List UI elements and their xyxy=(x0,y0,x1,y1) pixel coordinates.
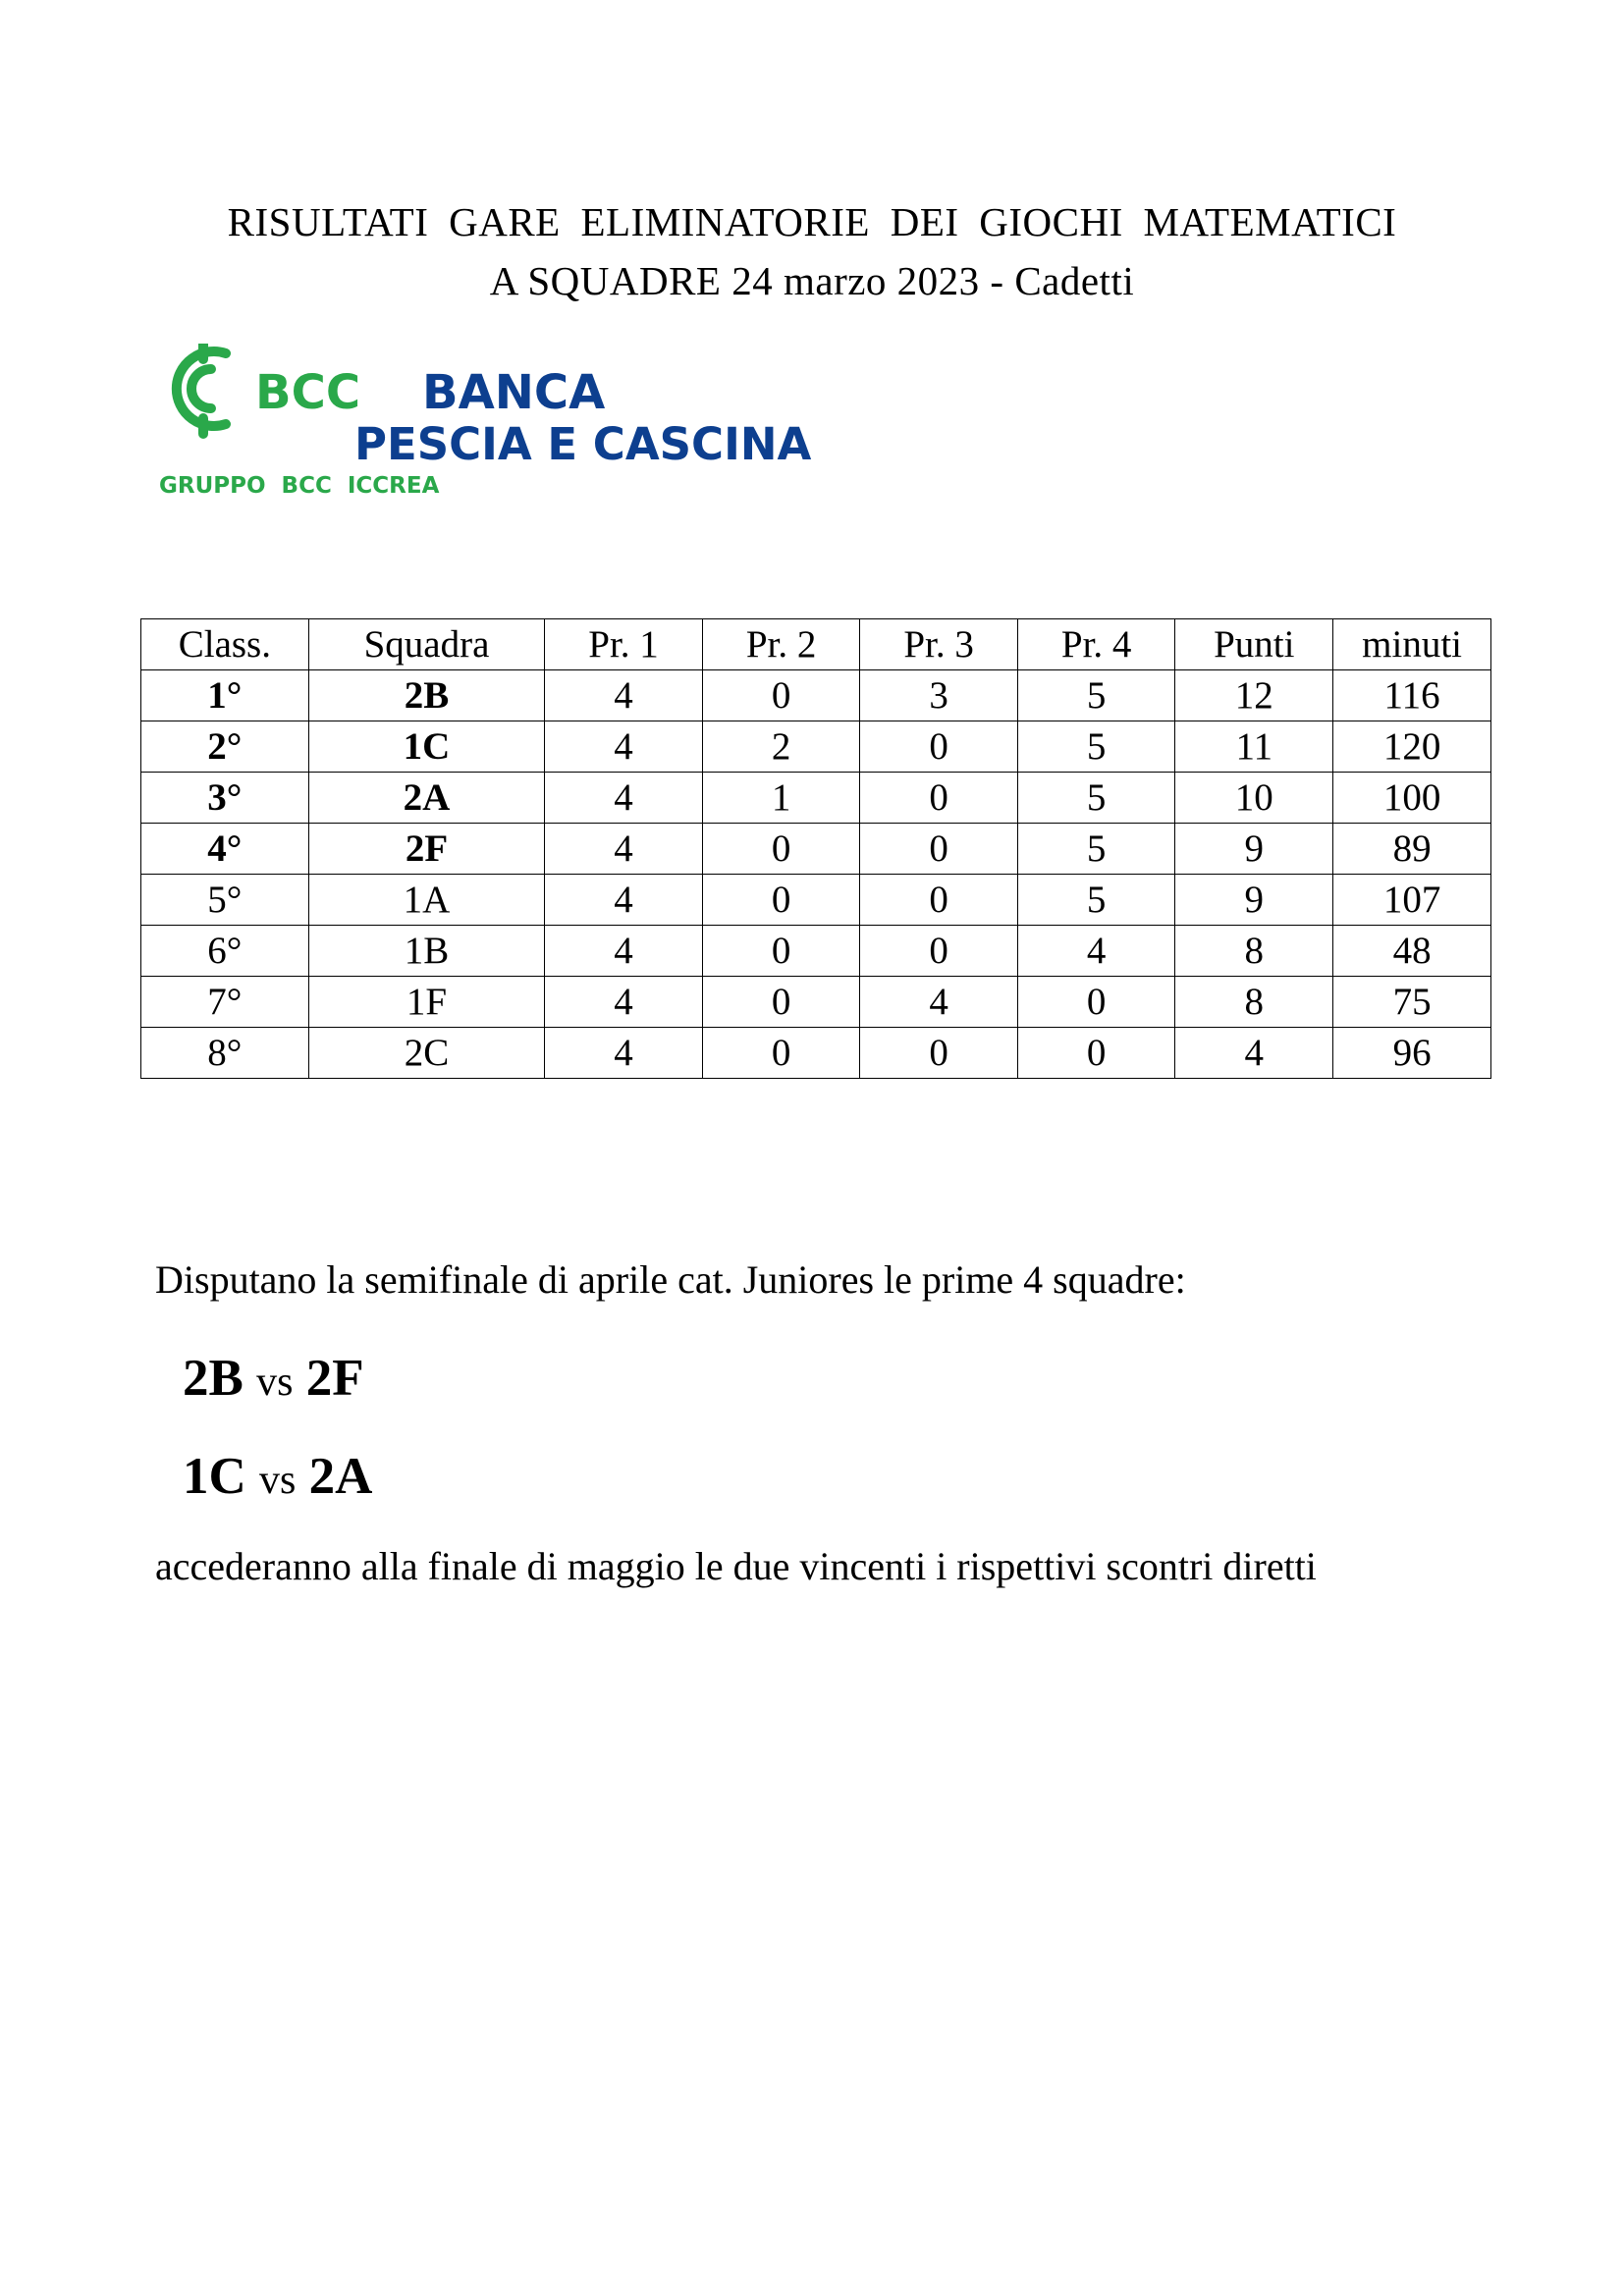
title-line-2: A SQUADRE 24 marzo 2023 - Cadetti xyxy=(489,258,1135,303)
cell-pr1: 4 xyxy=(545,824,703,875)
table-row xyxy=(141,977,1491,1028)
cell-team: 2C xyxy=(308,1028,545,1079)
cell-pr1: 4 xyxy=(545,1028,703,1079)
cell-minutes: 75 xyxy=(1333,977,1491,1028)
document-title xyxy=(0,192,1624,310)
bcc-symbol-icon xyxy=(177,344,226,434)
cell-minutes: 120 xyxy=(1333,721,1491,773)
cell-pr1: 4 xyxy=(545,773,703,824)
cell-pr3: 0 xyxy=(860,875,1018,926)
cell-pr3: 4 xyxy=(860,977,1018,1028)
header-minutes: minuti xyxy=(1333,619,1491,670)
match-1-vs: vs xyxy=(256,1360,294,1405)
cell-points: 11 xyxy=(1175,721,1333,773)
cell-pr2: 0 xyxy=(702,977,860,1028)
cell-minutes: 107 xyxy=(1333,875,1491,926)
cell-pr4: 0 xyxy=(1017,1028,1175,1079)
table-row xyxy=(141,926,1491,977)
match-2-vs: vs xyxy=(259,1458,297,1503)
cell-pr2: 0 xyxy=(702,926,860,977)
table-row xyxy=(141,773,1491,824)
cell-team: 2A xyxy=(308,773,545,824)
cell-pr1: 4 xyxy=(545,875,703,926)
cell-team: 1B xyxy=(308,926,545,977)
header-team: Squadra xyxy=(308,619,545,670)
cell-pr1: 4 xyxy=(545,721,703,773)
cell-minutes: 96 xyxy=(1333,1028,1491,1079)
cell-minutes: 116 xyxy=(1333,670,1491,721)
cell-team: 1A xyxy=(308,875,545,926)
table-row xyxy=(141,1028,1491,1079)
cell-class: 6° xyxy=(141,926,309,977)
cell-points: 8 xyxy=(1175,926,1333,977)
cell-pr1: 4 xyxy=(545,977,703,1028)
cell-pr3: 3 xyxy=(860,670,1018,721)
header-pr2: Pr. 2 xyxy=(702,619,860,670)
table-row xyxy=(141,670,1491,721)
logo-banca-text: BANCA xyxy=(422,365,606,420)
match-2-team-a: 1C xyxy=(183,1448,246,1505)
cell-pr2: 2 xyxy=(702,721,860,773)
cell-pr4: 0 xyxy=(1017,977,1175,1028)
cell-team: 2F xyxy=(308,824,545,875)
cell-pr2: 0 xyxy=(702,824,860,875)
cell-minutes: 48 xyxy=(1333,926,1491,977)
cell-minutes: 89 xyxy=(1333,824,1491,875)
cell-points: 9 xyxy=(1175,824,1333,875)
cell-points: 4 xyxy=(1175,1028,1333,1079)
cell-pr3: 0 xyxy=(860,824,1018,875)
header-pr4: Pr. 4 xyxy=(1017,619,1175,670)
title-line-1: RISULTATI GARE ELIMINATORIE DEI GIOCHI MATEMATICI xyxy=(227,199,1397,244)
cell-pr2: 1 xyxy=(702,773,860,824)
cell-points: 8 xyxy=(1175,977,1333,1028)
cell-pr4: 5 xyxy=(1017,875,1175,926)
cell-class: 5° xyxy=(141,875,309,926)
logo-bcc-text: BCC xyxy=(255,365,361,420)
table-row xyxy=(141,721,1491,773)
table-row xyxy=(141,824,1491,875)
cell-pr4: 5 xyxy=(1017,670,1175,721)
cell-pr3: 0 xyxy=(860,773,1018,824)
semifinal-intro: Disputano la semifinale di aprile cat. Juniores le prime 4 squadre: xyxy=(155,1257,1186,1302)
cell-points: 12 xyxy=(1175,670,1333,721)
cell-pr2: 0 xyxy=(702,1028,860,1079)
match-1-team-a: 2B xyxy=(183,1350,244,1407)
cell-class: 2° xyxy=(141,721,309,773)
cell-team: 2B xyxy=(308,670,545,721)
final-note: accederanno alla finale di maggio le due vincenti i rispettivi scontri diretti xyxy=(155,1544,1317,1588)
cell-pr2: 0 xyxy=(702,670,860,721)
header-class: Class. xyxy=(141,619,309,670)
table-header-row xyxy=(141,619,1491,670)
cell-class: 4° xyxy=(141,824,309,875)
cell-class: 7° xyxy=(141,977,309,1028)
logo-group-text: GRUPPO BCC ICCREA xyxy=(159,473,440,499)
logo-bank-name-text: PESCIA E CASCINA xyxy=(354,418,812,470)
header-points: Punti xyxy=(1175,619,1333,670)
cell-pr3: 0 xyxy=(860,1028,1018,1079)
match-1-team-b: 2F xyxy=(305,1350,364,1407)
cell-pr4: 4 xyxy=(1017,926,1175,977)
semifinal-match-2 xyxy=(183,1447,372,1506)
cell-pr4: 5 xyxy=(1017,824,1175,875)
cell-class: 3° xyxy=(141,773,309,824)
cell-pr3: 0 xyxy=(860,926,1018,977)
semifinal-match-1 xyxy=(183,1349,364,1408)
cell-team: 1C xyxy=(308,721,545,773)
cell-pr1: 4 xyxy=(545,670,703,721)
cell-team: 1F xyxy=(308,977,545,1028)
cell-pr4: 5 xyxy=(1017,773,1175,824)
table-row xyxy=(141,875,1491,926)
cell-points: 9 xyxy=(1175,875,1333,926)
cell-pr4: 5 xyxy=(1017,721,1175,773)
cell-class: 1° xyxy=(141,670,309,721)
header-pr1: Pr. 1 xyxy=(545,619,703,670)
cell-pr2: 0 xyxy=(702,875,860,926)
cell-points: 10 xyxy=(1175,773,1333,824)
bank-logo xyxy=(157,344,884,501)
cell-minutes: 100 xyxy=(1333,773,1491,824)
match-2-team-b: 2A xyxy=(308,1448,373,1505)
results-table xyxy=(140,618,1491,1079)
cell-pr3: 0 xyxy=(860,721,1018,773)
header-pr3: Pr. 3 xyxy=(860,619,1018,670)
cell-class: 8° xyxy=(141,1028,309,1079)
cell-pr1: 4 xyxy=(545,926,703,977)
